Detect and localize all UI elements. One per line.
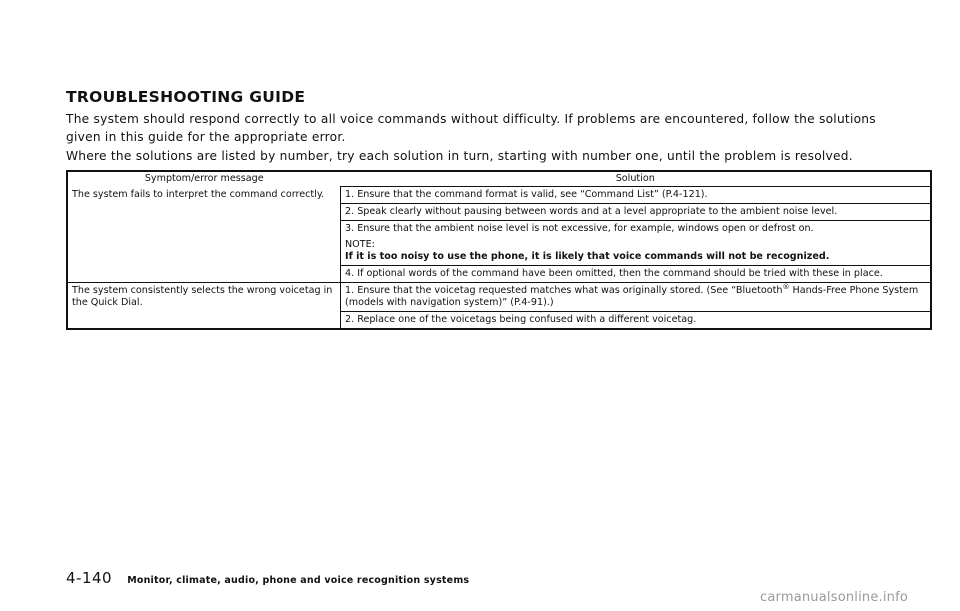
page-footer <box>66 568 469 587</box>
solution-cell: 2. Speak clearly without pausing between words and at a level appropriate to the ambient noise level. <box>341 204 932 221</box>
solution-cell: 4. If optional words of the command have been omitted, then the command should be tried with these in place. <box>341 266 932 283</box>
header-solution: Solution <box>615 173 655 184</box>
watermark-text: carmanualsonline.info <box>760 590 909 605</box>
symptom-cell: The system fails to interpret the command correctly. <box>67 187 341 283</box>
solution-cell: 2. Replace one of the voicetags being confused with a different voicetag. <box>341 312 932 330</box>
solution-text-post: Hands-Free Phone System (models with navigation system)” (P.4-91).) <box>345 285 919 308</box>
table-row <box>67 283 931 312</box>
troubleshooting-table <box>66 170 932 330</box>
table-header-row <box>67 171 931 187</box>
intro-paragraph: The system should respond correctly to all voice commands without difficulty. If problems are encountered, follow the solutions given in this guide for the appropriate error. <box>66 112 876 144</box>
page-heading: TROUBLESHOOTING GUIDE <box>66 88 306 106</box>
header-symptom: Symptom/error message <box>144 173 264 185</box>
solution-cell-with-note <box>341 221 932 266</box>
intro-paragraph-2: Where the solutions are listed by number, try each solution in turn, starting with number one, until the problem is resolved. <box>66 149 853 163</box>
solution-cell: 1. Ensure that the command format is valid, see “Command List” (P.4-121). <box>341 187 932 204</box>
solution-text-pre: 1. Ensure that the voicetag requested matches what was originally stored. (See “Bluetooth <box>345 285 783 296</box>
page-number: 4-140 <box>66 569 113 587</box>
table-row <box>67 187 931 204</box>
solution-cell <box>341 283 932 312</box>
note-label: NOTE: <box>345 239 375 250</box>
section-title: Monitor, climate, audio, phone and voice recognition systems <box>127 575 470 586</box>
note-text: If it is too noisy to use the phone, it is likely that voice commands will not be recognized. <box>345 251 830 262</box>
solution-text: 3. Ensure that the ambient noise level is not excessive, for example, windows open or defrost on. <box>345 223 814 234</box>
registered-mark: ® <box>782 282 790 291</box>
symptom-cell: The system consistently selects the wrong voicetag in the Quick Dial. <box>67 283 341 330</box>
